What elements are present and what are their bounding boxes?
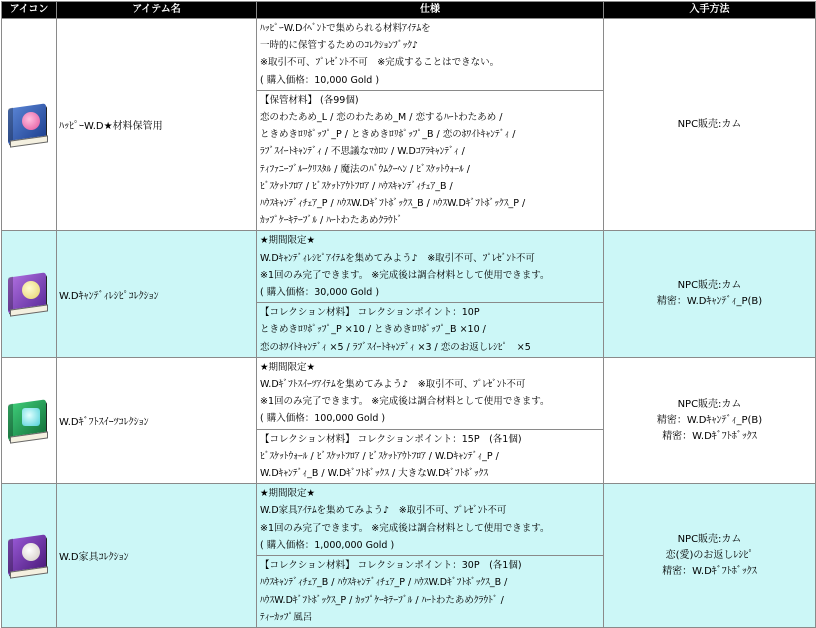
header-icon: アイコン (2, 2, 57, 19)
spec-materials (257, 555, 603, 627)
obtain-line: 精密：W.Dｷﾞﾌﾄﾎﾞｯｸｽ (662, 430, 757, 442)
spec-line: ﾊｳｽｷｬﾝﾃﾞｨﾁｪｱ_B / ﾊｳｽｷｬﾝﾃﾞｨﾁｪｱ_P / ﾊｳｽW.Dｷﾞﾌﾄﾎﾞｯｸｽ_B / (260, 577, 508, 589)
header-name: アイテム名 (57, 2, 257, 19)
obtain-line: 精密：W.Dｷｬﾝﾃﾞｨ_P(B) (656, 296, 763, 308)
item-row (2, 357, 816, 483)
item-spec (257, 231, 604, 357)
item-row (2, 484, 816, 628)
obtain-line: 精密：W.Dｷｬﾝﾃﾞｨ_P(B) (656, 414, 763, 426)
item-spec (257, 357, 604, 483)
item-obtain (604, 484, 816, 628)
spec-description (257, 358, 603, 429)
spec-line: ※1回のみ完了できます。 ※完成後は調合材料として使用できます。 (260, 269, 550, 281)
item-name: W.Dｷｬﾝﾃﾞｨﾚｼﾋﾟｺﾚｸｼｮﾝ (57, 231, 257, 357)
spec-line: 【保管材料】 (各99個) (260, 94, 359, 106)
spec-price: ( 購入価格：30,000 Gold ) (260, 287, 380, 299)
item-spec (257, 19, 604, 231)
spec-line: W.D家具ｱｲﾃﾑを集めてみよう♪ ※取引不可、ﾌﾟﾚｾﾞﾝﾄ不可 (260, 505, 507, 517)
obtain-line: 精密：W.Dｷﾞﾌﾄﾎﾞｯｸｽ (662, 565, 757, 577)
spec-price: ( 購入価格：1,000,000 Gold ) (260, 539, 395, 551)
spec-line: 一時的に保管するためのｺﾚｸｼｮﾝﾌﾞｯｸ♪ (260, 40, 419, 52)
spec-line: ﾊｯﾋﾟｰW.Dｲﾍﾞﾝﾄで集められる材料ｱｲﾃﾑを (260, 23, 431, 34)
spec-line: ﾗﾌﾞｽｲｰﾄｷｬﾝﾃﾞｨ / 不思議なﾏｶﾛﾝ / W.Dｺｱﾗｷｬﾝﾃﾞｨ / (260, 146, 465, 158)
spec-line: 恋のわたあめ_L / 恋のわたあめ_M / 恋するﾊｰﾄわたあめ / (260, 112, 503, 124)
icon-cell (2, 357, 57, 483)
spec-line: ときめきﾛﾘﾎﾟｯﾌﾟ_P ×10 / ときめきﾛﾘﾎﾟｯﾌﾟ_B ×10 / (260, 324, 486, 336)
spec-line: 恋のﾎﾜｲﾄｷｬﾝﾃﾞｨ ×5 / ﾗﾌﾞｽｲｰﾄｷｬﾝﾃﾞｨ ×3 / 恋のお返しﾚｼﾋﾟ ×5 (260, 341, 531, 353)
item-spec (257, 484, 604, 628)
spec-price: ( 購入価格：10,000 Gold ) (260, 74, 380, 86)
spec-line: ※取引不可、ﾌﾟﾚｾﾞﾝﾄ不可 ※完成することはできない。 (260, 57, 500, 69)
spec-line: 【コレクション材料】 コレクションポイント：15P (各1個) (260, 433, 522, 445)
spec-line: ﾊｳｽW.Dｷﾞﾌﾄﾎﾞｯｸｽ_P / ｶｯﾌﾟｹｰｷﾃｰﾌﾞﾙ / ﾊｰﾄわたあめｸﾗｳﾄﾞ / (260, 594, 504, 606)
item-row (2, 231, 816, 357)
header-spec: 仕様 (257, 2, 604, 19)
spec-line: W.Dｷｬﾝﾃﾞｨﾚｼﾋﾟｱｲﾃﾑを集めてみよう♪ ※取引不可、ﾌﾟﾚｾﾞﾝﾄ不可 (260, 252, 535, 264)
spec-line: 【コレクション材料】 コレクションポイント：30P (各1個) (260, 560, 522, 572)
spec-line: W.Dｷｬﾝﾃﾞｨ_B / W.Dｷﾞﾌﾄﾎﾞｯｸｽ / 大きなW.Dｷﾞﾌﾄﾎﾞｯｸｽ (260, 468, 489, 480)
obtain-line: NPC販売:カム (677, 533, 742, 545)
spec-description (257, 231, 603, 302)
gift-sweets-book-icon (6, 398, 52, 444)
spec-line: ﾃｨﾌｧﾆｰﾌﾞﾙｰｸﾘｽﾀﾙ / 魔法のﾊﾞｳﾑｸｰﾍﾝ / ﾋﾞｽｹｯﾄｳｫｰﾙ / (260, 163, 470, 175)
spec-price: ( 購入価格：100,000 Gold ) (260, 413, 386, 425)
furniture-book-icon (6, 533, 52, 579)
obtain-line: 恋(愛)のお返しﾚｼﾋﾟ (665, 549, 754, 561)
obtain-line: NPC販売:カム (677, 398, 742, 410)
item-obtain (604, 19, 816, 231)
spec-line: ※1回のみ完了できます。 ※完成後は調合材料として使用できます。 (260, 396, 550, 408)
spec-line: ﾃｨｰｶｯﾌﾟ風呂 (260, 611, 313, 623)
spec-materials (257, 302, 603, 357)
spec-line: ※1回のみ完了できます。 ※完成後は調合材料として使用できます。 (260, 522, 550, 534)
spec-line: 【コレクション材料】 コレクションポイント：10P (260, 307, 480, 319)
spec-line: ﾋﾞｽｹｯﾄｳｫｰﾙ / ﾋﾞｽｹｯﾄﾌﾛｱ / ﾋﾞｽｹｯﾄｱｳﾄﾌﾛｱ / W.Dｷｬﾝﾃﾞｨ_P / (260, 450, 499, 462)
item-name: W.Dｷﾞﾌﾄｽｲｰﾂｺﾚｸｼｮﾝ (57, 357, 257, 483)
spec-line: ｶｯﾌﾟｹｰｷﾃｰﾌﾞﾙ / ﾊｰﾄわたあめｸﾗｳﾄﾞ (260, 215, 403, 227)
header-row (2, 2, 816, 19)
spec-line: W.Dｷﾞﾌﾄｽｲｰﾂｱｲﾃﾑを集めてみよう♪ ※取引不可、ﾌﾟﾚｾﾞﾝﾄ不可 (260, 379, 526, 391)
item-obtain (604, 357, 816, 483)
item-obtain (604, 231, 816, 357)
spec-line: ★期間限定★ (260, 488, 316, 500)
spec-line: ﾋﾞｽｹｯﾄﾌﾛｱ / ﾋﾞｽｹｯﾄｱｳﾄﾌﾛｱ / ﾊｳｽｷｬﾝﾃﾞｨﾁｪｱ_B / (260, 180, 453, 192)
spec-line: ★期間限定★ (260, 361, 316, 373)
icon-cell (2, 19, 57, 231)
spec-line: ★期間限定★ (260, 235, 316, 247)
header-obtain: 入手方法 (604, 2, 816, 19)
material-storage-book-icon (6, 102, 52, 148)
item-row (2, 19, 816, 231)
item-table (1, 1, 816, 628)
spec-description (257, 19, 603, 90)
icon-cell (2, 484, 57, 628)
spec-materials (257, 429, 603, 484)
spec-line: ﾊｳｽｷｬﾝﾃﾞｨﾁｪｱ_P / ﾊｳｽW.Dｷﾞﾌﾄﾎﾞｯｸｽ_B / ﾊｳｽW.Dｷﾞﾌﾄﾎﾞｯｸｽ_P / (260, 198, 526, 210)
item-name: W.D家具ｺﾚｸｼｮﾝ (57, 484, 257, 628)
obtain-line: NPC販売:カム (677, 280, 742, 292)
obtain-line: NPC販売:カム (677, 118, 742, 130)
icon-cell (2, 231, 57, 357)
spec-materials (257, 90, 603, 231)
item-name: ﾊｯﾋﾟｰW.D★材料保管用 (57, 19, 257, 231)
spec-description (257, 484, 603, 555)
candy-recipe-book-icon (6, 271, 52, 317)
spec-line: ときめきﾛﾘﾎﾟｯﾌﾟ_P / ときめきﾛﾘﾎﾟｯﾌﾟ_B / 恋のﾎﾜｲﾄｷｬﾝﾃﾞｨ / (260, 129, 516, 141)
